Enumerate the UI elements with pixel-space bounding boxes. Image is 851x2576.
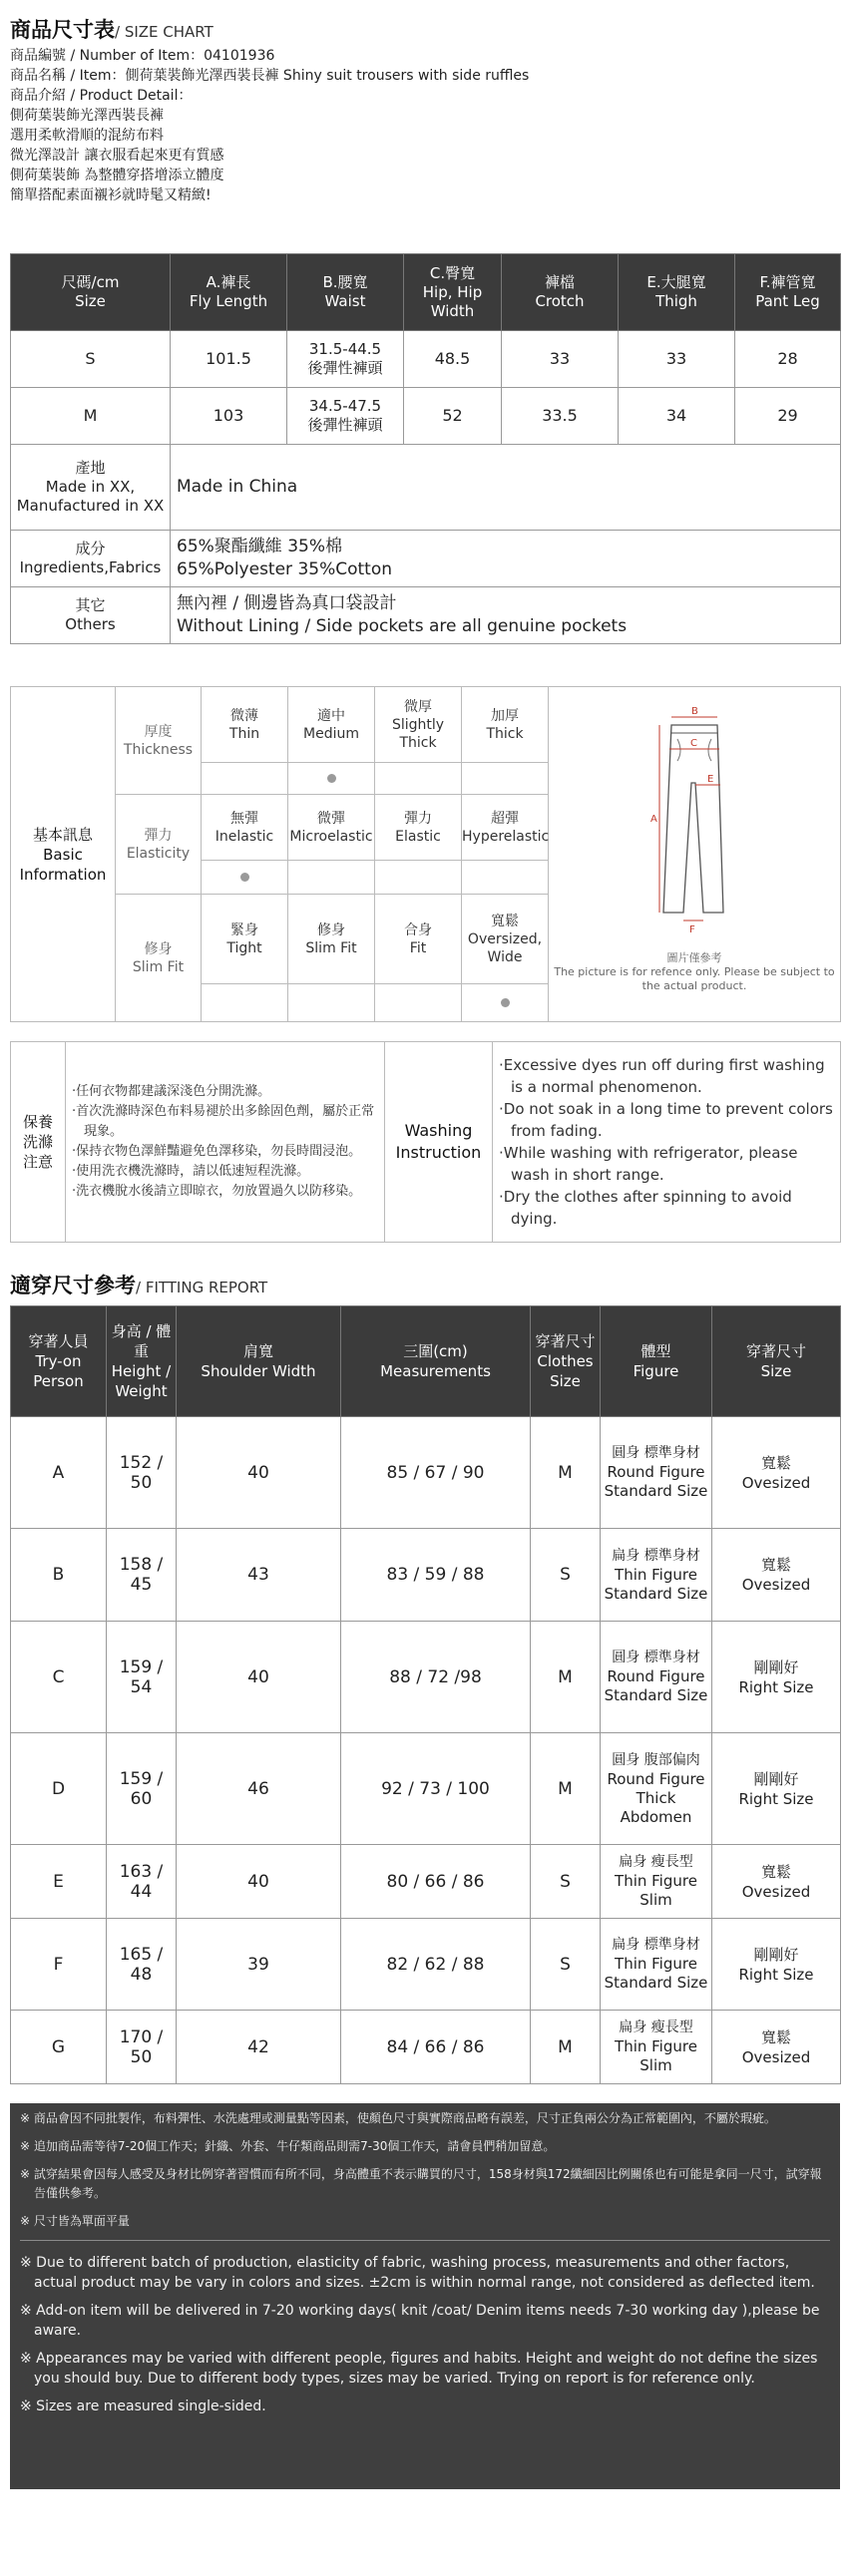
cell-person: A (11, 1417, 107, 1529)
elasticity-option: 超彈 Hyperelastic (462, 795, 549, 861)
washing-item: ·Excessive dyes run off during first washing is a normal phenomenon. (499, 1056, 825, 1096)
header-hip: C.臀寬 Hip, Hip Width (404, 254, 502, 331)
fitting-report-title-zh: 適穿尺寸參考 (10, 1274, 136, 1297)
header-clothes-size: 穿著尺寸 Clothes Size (531, 1306, 601, 1417)
cell-measurements: 84 / 66 / 86 (341, 2011, 531, 2084)
fit-label: 修身 Slim Fit (116, 895, 202, 1022)
others-label: 其它 Others (11, 587, 171, 644)
size-chart-title-zh: 商品尺寸表 (10, 18, 115, 42)
cell-clothes-size: M (531, 1417, 601, 1529)
washing-list-en (493, 1042, 841, 1243)
size-row-m (11, 388, 841, 445)
cell-person: D (11, 1733, 107, 1845)
diagram-label-c: C (689, 738, 697, 749)
cell-clothes-size: S (531, 1529, 601, 1622)
size-table (10, 253, 841, 644)
table-row (11, 1529, 841, 1622)
table-row (11, 1845, 841, 1919)
cell-leg: 29 (735, 388, 841, 445)
cell-measurements: 82 / 62 / 88 (341, 1919, 531, 2011)
diagram-label-e: E (706, 774, 713, 785)
note-en: ※ Sizes are measured single-sided. (20, 2398, 266, 2414)
diagram-caption-en: The picture is for refence only. Please be subject to the actual product. (554, 965, 835, 992)
cell-waist: 31.5-44.5 後彈性褲頭 (287, 331, 404, 388)
cell-person: C (11, 1622, 107, 1733)
notes-panel (10, 2103, 840, 2489)
cell-measurements: 85 / 67 / 90 (341, 1417, 531, 1529)
cell-height-weight: 165 / 48 (107, 1919, 177, 2011)
header-crotch: 褲檔 Crotch (502, 254, 619, 331)
cell-fit-size: 剛剛好 Right Size (712, 1733, 841, 1845)
elasticity-label: 彈力 Elasticity (116, 795, 202, 895)
table-row (11, 1733, 841, 1845)
cell-size: M (11, 388, 171, 445)
info-line: 商品名稱 / Item：側荷葉裝飾光澤西裝長褲 Shiny suit trousers with side ruffles (10, 68, 530, 84)
cell-height-weight: 152 / 50 (107, 1417, 177, 1529)
cell-person: B (11, 1529, 107, 1622)
cell-clothes-size: M (531, 1622, 601, 1733)
cell-crotch: 33 (502, 331, 619, 388)
table-row (11, 1417, 841, 1529)
header-height-weight: 身高 / 體重 Height / Weight (107, 1306, 177, 1417)
header-length: A.褲長 Fly Length (171, 254, 287, 331)
cell-fit-size: 寬鬆 Ovesized (712, 1845, 841, 1919)
fitting-report-table (10, 1305, 841, 2084)
cell-figure: 扁身 標準身材 Thin Figure Standard Size (601, 1919, 712, 2011)
cell-figure: 扁身 標準身材 Thin Figure Standard Size (601, 1529, 712, 1622)
note-zh: ※ 尺寸皆為單面平量 (20, 2214, 130, 2228)
cell-shoulder: 42 (177, 2011, 341, 2084)
cell-shoulder: 39 (177, 1919, 341, 2011)
header-leg: F.褲管寬 Pant Leg (735, 254, 841, 331)
header-person: 穿著人員 Try-on Person (11, 1306, 107, 1417)
notes-divider (20, 2240, 830, 2241)
note-zh: ※ 試穿結果會因每人感受及身材比例穿著習慣而有所不同，身高體重不表示購買的尺寸，158身材與172纖細因比例關係也有可能是拿同一尺寸，試穿報告僅供參考。 (20, 2167, 822, 2200)
thickness-label: 厚度 Thickness (116, 687, 202, 795)
info-line: 簡單搭配素面襯衫就時髦又精緻! (10, 187, 212, 203)
cell-fit-size: 寬鬆 Ovesized (712, 1417, 841, 1529)
info-line: 選用柔軟滑順的混紡布料 (10, 128, 164, 144)
info-line: 商品編號 / Number of Item：04101936 (10, 48, 275, 64)
cell-person: E (11, 1845, 107, 1919)
cell-measurements: 80 / 66 / 86 (341, 1845, 531, 1919)
cell-hip: 48.5 (404, 331, 502, 388)
cell-figure: 圓身 標準身材 Round Figure Standard Size (601, 1417, 712, 1529)
table-row (11, 2011, 841, 2084)
cell-measurements: 88 / 72 /98 (341, 1622, 531, 1733)
note-en: ※ Add-on item will be delivered in 7-20 working days( knit /coat/ Denim items needs 7-30 working day ),please be aware. (20, 2303, 820, 2339)
thickness-options-row (11, 687, 841, 763)
pants-diagram-cell (549, 687, 841, 1022)
ingredients-row (11, 531, 841, 587)
cell-shoulder: 40 (177, 1417, 341, 1529)
basic-info-table (10, 686, 841, 1022)
washing-label-en: Washing Instruction (385, 1042, 493, 1243)
selected-marker (501, 998, 510, 1007)
cell-thigh: 34 (619, 388, 735, 445)
cell-fit-size: 剛剛好 Right Size (712, 1622, 841, 1733)
washing-item: ·任何衣物都建議深淺色分開洗滌。 (72, 1084, 271, 1099)
cell-shoulder: 40 (177, 1845, 341, 1919)
thickness-option: 微薄 Thin (202, 687, 288, 763)
size-chart-title (10, 14, 213, 44)
washing-item: ·Do not soak in a long time to prevent colors from fading. (499, 1100, 833, 1140)
others-row (11, 587, 841, 644)
cell-fit-size: 寬鬆 Ovesized (712, 1529, 841, 1622)
origin-value: Made in China (171, 445, 841, 531)
note-en: ※ Appearances may be varied with different people, figures and habits. Height and weight do not define the sizes you should buy. Due to different body types, sizes may be varied. Trying on report is for reference only. (20, 2351, 818, 2387)
washing-item: ·保持衣物色澤鮮豔避免色澤移染，勿長時間浸泡。 (72, 1144, 362, 1159)
basic-info-label: 基本訊息 Basic Information (11, 687, 116, 1022)
cell-crotch: 33.5 (502, 388, 619, 445)
cell-figure: 圓身 腹部偏肉 Round Figure Thick Abdomen (601, 1733, 712, 1845)
info-line: 商品介紹 / Product Detail： (10, 88, 193, 104)
header-thigh: E.大腿寬 Thigh (619, 254, 735, 331)
cell-height-weight: 159 / 60 (107, 1733, 177, 1845)
fitting-header (11, 1306, 841, 1417)
cell-length: 101.5 (171, 331, 287, 388)
thickness-option: 加厚 Thick (462, 687, 549, 763)
cell-fit-size: 寬鬆 Ovesized (712, 2011, 841, 2084)
cell-clothes-size: M (531, 1733, 601, 1845)
cell-thigh: 33 (619, 331, 735, 388)
washing-item: ·Dry the clothes after spinning to avoid dying. (499, 1188, 792, 1228)
cell-waist: 34.5-47.5 後彈性褲頭 (287, 388, 404, 445)
table-row (11, 1622, 841, 1733)
thickness-option: 微厚 Slightly Thick (375, 687, 462, 763)
diagram-caption-zh: 圖片僅參考 (666, 951, 722, 964)
ingredients-label: 成分 Ingredients,Fabrics (11, 531, 171, 587)
cell-shoulder: 46 (177, 1733, 341, 1845)
cell-shoulder: 43 (177, 1529, 341, 1622)
header-size: 尺碼/cm Size (11, 254, 171, 331)
info-line: 側荷葉裝飾光澤西裝長褲 (10, 108, 164, 124)
cell-person: F (11, 1919, 107, 2011)
origin-row (11, 445, 841, 531)
cell-figure: 圓身 標準身材 Round Figure Standard Size (601, 1622, 712, 1733)
cell-height-weight: 163 / 44 (107, 1845, 177, 1919)
cell-measurements: 83 / 59 / 88 (341, 1529, 531, 1622)
cell-clothes-size: M (531, 2011, 601, 2084)
cell-figure: 扁身 瘦長型 Thin Figure Slim (601, 1845, 712, 1919)
note-zh: ※ 商品會因不同批製作，布料彈性、水洗處理或測量點等因素，使顏色尺寸與實際商品略有誤差，尺寸正負兩公分為正常範圍內，不屬於瑕疵。 (20, 2111, 776, 2125)
cell-height-weight: 159 / 54 (107, 1622, 177, 1733)
elasticity-option: 無彈 Inelastic (202, 795, 288, 861)
elasticity-option: 微彈 Microelastic (288, 795, 375, 861)
cell-person: G (11, 2011, 107, 2084)
diagram-label-a: A (649, 814, 657, 825)
washing-item: ·While washing with refrigerator, please wash in short range. (499, 1144, 798, 1184)
info-line: 微光澤設計 讓衣服看起來更有質感 (10, 148, 224, 164)
thickness-option: 適中 Medium (288, 687, 375, 763)
table-row (11, 1919, 841, 2011)
cell-measurements: 92 / 73 / 100 (341, 1733, 531, 1845)
fit-option: 緊身 Tight (202, 895, 288, 984)
washing-label-zh: 保養洗滌注意 (11, 1042, 66, 1243)
header-measurements: 三圍(cm) Measurements (341, 1306, 531, 1417)
cell-leg: 28 (735, 331, 841, 388)
fit-option: 修身 Slim Fit (288, 895, 375, 984)
fitting-report-title (10, 1270, 267, 1299)
pants-outline (663, 725, 723, 913)
note-en: ※ Due to different batch of production, elasticity of fabric, washing process, measurements and other factors, actual product may be vary in colors and sizes. ±2cm is within normal range, not considered as deflected item. (20, 2255, 815, 2291)
fit-option: 寬鬆 Oversized, Wide (462, 895, 549, 984)
size-chart-title-en: / SIZE CHART (115, 23, 213, 41)
cell-size: S (11, 331, 171, 388)
header-shoulder: 肩寬 Shoulder Width (177, 1306, 341, 1417)
header-fit-size: 穿著尺寸 Size (712, 1306, 841, 1417)
cell-clothes-size: S (531, 1919, 601, 2011)
header-waist: B.腰寬 Waist (287, 254, 404, 331)
washing-item: ·洗衣機脫水後請立即晾衣，勿放置過久以防移染。 (72, 1184, 362, 1199)
washing-list-zh (66, 1042, 385, 1243)
diagram-label-f: F (688, 924, 695, 935)
cell-height-weight: 158 / 45 (107, 1529, 177, 1622)
washing-item: ·使用洗衣機洗滌時，請以低速短程洗滌。 (72, 1164, 310, 1179)
cell-height-weight: 170 / 50 (107, 2011, 177, 2084)
washing-item: ·首次洗滌時深色布料易褪於出多餘固色劑，屬於正常現象。 (72, 1104, 375, 1139)
note-zh: ※ 追加商品需等待7-20個工作天；針織、外套、牛仔類商品則需7-30個工作天，請會員們稍加留意。 (20, 2139, 556, 2153)
size-row-s (11, 331, 841, 388)
header-figure: 體型 Figure (601, 1306, 712, 1417)
origin-label: 產地 Made in XX, Manufactured in XX (11, 445, 171, 531)
cell-clothes-size: S (531, 1845, 601, 1919)
fit-option: 合身 Fit (375, 895, 462, 984)
diagram-label-b: B (690, 706, 698, 717)
cell-shoulder: 40 (177, 1622, 341, 1733)
info-line: 側荷葉裝飾 為整體穿搭增添立體度 (10, 168, 224, 184)
product-info (10, 46, 529, 205)
ingredients-value: 65%聚酯纖維 35%棉 65%Polyester 35%Cotton (171, 531, 841, 587)
fitting-report-title-en: / FITTING REPORT (136, 1279, 268, 1296)
size-table-header (11, 254, 841, 331)
cell-length: 103 (171, 388, 287, 445)
selected-marker (240, 873, 249, 882)
cell-figure: 扁身 瘦長型 Thin Figure Slim (601, 2011, 712, 2084)
cell-fit-size: 剛剛好 Right Size (712, 1919, 841, 2011)
elasticity-option: 彈力 Elastic (375, 795, 462, 861)
others-value: 無內裡 / 側邊皆為真口袋設計 Without Lining / Side pockets are all genuine pockets (171, 587, 841, 644)
cell-hip: 52 (404, 388, 502, 445)
washing-table (10, 1041, 841, 1243)
selected-marker (327, 774, 336, 783)
